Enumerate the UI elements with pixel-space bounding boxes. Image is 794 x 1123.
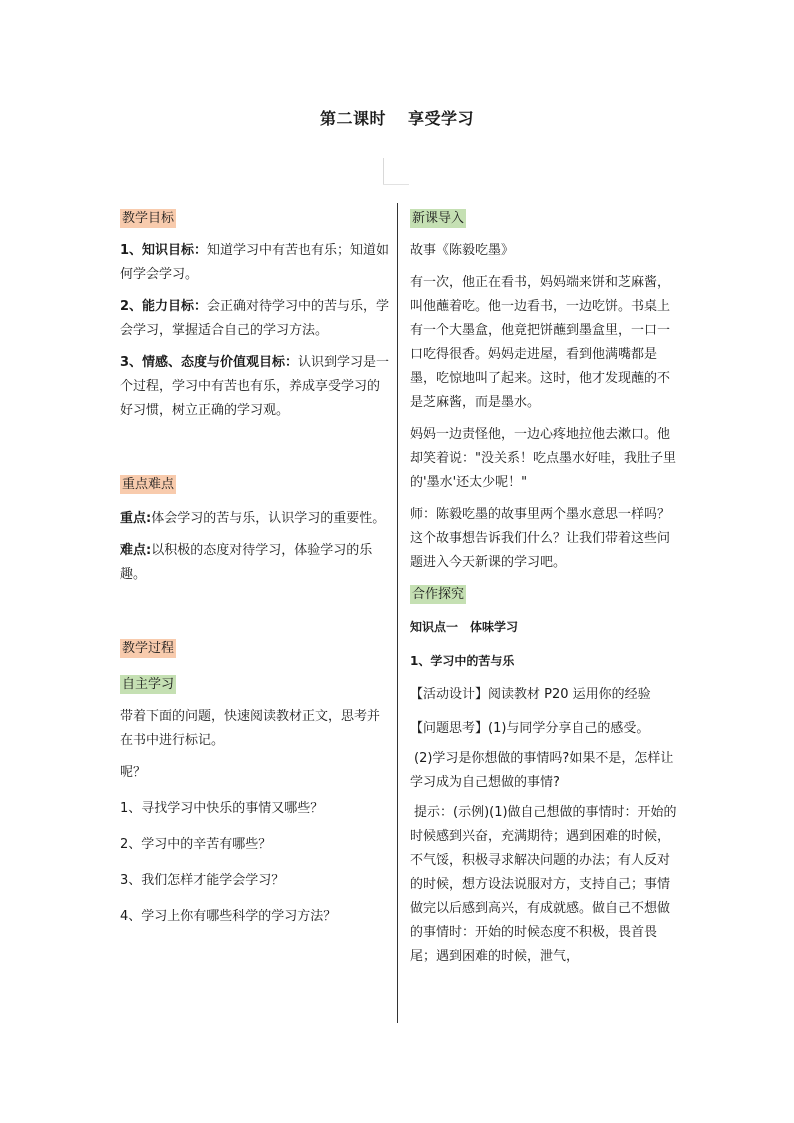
- text-cursor-mark-base: [383, 184, 409, 185]
- difficult-point-text: 以积极的态度对待学习，体验学习的乐趣。: [120, 543, 373, 582]
- keypoints-heading: 重点难点: [122, 477, 175, 492]
- objective-knowledge-label: 1、知识目标：: [120, 243, 208, 258]
- objective-attitude: [120, 351, 392, 423]
- question-2: 2、学习中的辛苦有哪些？: [120, 837, 272, 852]
- knowledge-point-1: 知识点一 体味学习: [410, 620, 519, 634]
- question-1: 1、寻找学习中快乐的事情又哪些？: [120, 801, 324, 816]
- intro-heading: 新课导入: [412, 211, 465, 226]
- knowledge-point-1-sub: 1、学习中的苦与乐: [410, 654, 515, 668]
- process-heading: 教学过程: [122, 641, 175, 656]
- left-column: [120, 203, 392, 929]
- coop-heading: 合作探究: [412, 587, 465, 602]
- objective-ability-text: 会正确对待学习中的苦与乐，学会学习，掌握适合自己的学习方法。: [120, 299, 390, 338]
- activity-design: 【活动设计】阅读教材 P20 运用你的经验: [410, 687, 651, 702]
- key-point-text: 体会学习的苦与乐，认识学习的重要性。: [151, 511, 386, 526]
- question-4: 4、学习上你有哪些科学的学习方法？: [120, 909, 337, 924]
- column-divider: [397, 203, 398, 1023]
- objective-ability: [120, 295, 392, 343]
- difficult-point: [120, 539, 392, 587]
- objective-ability-label: 2、能力目标：: [120, 299, 208, 314]
- objective-attitude-label: 3、情感、态度与价值观目标：: [120, 355, 299, 370]
- ne-fragment: 呢？: [120, 765, 147, 780]
- hint-text: 提示：(示例)(1)做自己想做的事情时：开始的时候感到兴奋，充满期待；遇到困难的时候，不气馁，积极寻求解决问题的办法；有人反对的时候，想方设法说服对方，支持自己；事情做完以后感到高兴，有成就感。做自己不想做的事情时：开始的时候态度不积极，畏首畏尾；遇到困难的时候，泄气，: [410, 805, 677, 964]
- question-think-1: (1)与同学分享自己的感受。: [488, 721, 650, 736]
- question-think-2: (2)学习是你想做的事情吗?如果不是，怎样让学习成为自己想做的事情?: [410, 751, 674, 790]
- text-cursor-mark: [383, 158, 384, 185]
- page-title: [0, 106, 794, 129]
- title-topic: 享受学习: [408, 109, 475, 128]
- story-title: 故事《陈毅吃墨》: [410, 243, 515, 258]
- objectives-heading: 教学目标: [122, 211, 175, 226]
- objective-knowledge: [120, 239, 392, 287]
- teacher-remark: 师：陈毅吃墨的故事里两个墨水意思一样吗？这个故事想告诉我们什么？让我们带着这些问题进入今天新课的学习吧。: [410, 507, 671, 570]
- key-point-label: 重点:: [120, 511, 152, 526]
- question-3: 3、我们怎样才能学会学习？: [120, 873, 285, 888]
- title-lesson: 第二课时: [319, 109, 386, 128]
- key-point: [120, 507, 392, 531]
- story-paragraph-2: 妈妈一边责怪他，一边心疼地拉他去漱口。他却笑着说："没关系！吃点墨水好哇，我肚子里的'墨水'还太少呢！": [410, 427, 676, 490]
- question-think: [410, 717, 682, 741]
- difficult-point-label: 难点:: [120, 543, 152, 558]
- objective-knowledge-text: 知道学习中有苦也有乐；知道如何学会学习。: [120, 243, 390, 282]
- objective-attitude-text: 认识到学习是一个过程，学习中有苦也有乐，养成享受学习的好习惯，树立正确的学习观。: [120, 355, 390, 418]
- question-think-label: 【问题思考】: [410, 721, 489, 736]
- self-study-heading: 自主学习: [122, 677, 175, 692]
- story-paragraph-1: 有一次，他正在看书，妈妈端来饼和芝麻酱，叫他蘸着吃。他一边看书，一边吃饼。书桌上有一个大墨盒，他竟把饼蘸到墨盒里，一口一口吃得很香。妈妈走进屋，看到他满嘴都是墨，吃惊地叫了起来。这时，他才发现蘸的不是芝麻酱，而是墨水。: [410, 275, 671, 410]
- right-column: [410, 203, 682, 969]
- self-study-intro: 带着下面的问题，快速阅读教材正文，思考并在书中进行标记。: [120, 709, 381, 748]
